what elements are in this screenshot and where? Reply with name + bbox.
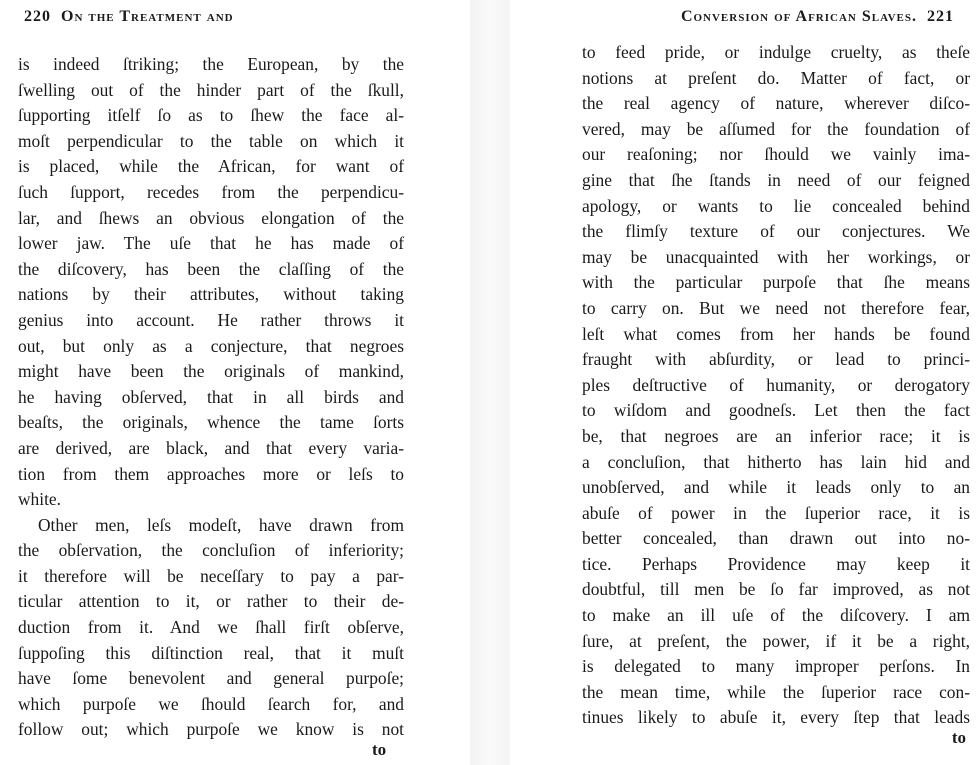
text-line: to feed pride, or indulge cruelty, as theſe — [582, 42, 970, 62]
text-line: a concluſion, that hitherto has lain hid and — [582, 451, 970, 472]
text-line: beaſts, the originals, whence the tame ſorts — [18, 412, 404, 433]
text-line: unobſerved, and while it leads only to an — [582, 477, 970, 498]
text-line: abuſe of power in the ſuperior race, it is — [582, 502, 970, 523]
text-line: may be unacquainted with her workings, or — [582, 246, 970, 267]
right-page — [510, 0, 980, 765]
right-body-text — [582, 40, 970, 731]
text-line: tion from them approaches more or leſs to — [18, 463, 404, 484]
text-line: vered, may be aſſumed for the foundation of — [582, 118, 970, 139]
text-line: ſure, at preſent, the power, if it be a right, — [582, 630, 970, 651]
right-page-number: 221 — [927, 8, 954, 25]
text-line: is delegated to many improper perſons. In — [582, 656, 970, 677]
text-line: is placed, while the African, for want of — [18, 156, 404, 177]
text-line: ticular attention to it, or rather to their de- — [18, 591, 404, 612]
text-line: are derived, are black, and that every varia- — [18, 437, 404, 458]
text-line: tinues likely to abuſe it, every ſtep that leads — [582, 707, 970, 728]
text-line: ſupporting itſelf ſo as to ſhew the face al- — [18, 105, 404, 126]
text-line: lar, and ſhews an obvious elongation of the — [18, 207, 404, 228]
text-line: moſt perpendicular to the table on which it — [18, 130, 404, 151]
text-line: gine that ſhe ſtands in need of our feigned — [582, 169, 970, 190]
left-body-text — [18, 52, 404, 743]
text-line: tice. Perhaps Providence may keep it — [582, 553, 970, 574]
left-page-number: 220 — [24, 8, 51, 25]
book-gutter — [470, 0, 510, 765]
text-line: apology, or wants to lie concealed behind — [582, 195, 970, 216]
text-line: ſwelling out of the hinder part of the ſkull, — [18, 79, 404, 100]
text-line: leſt what comes from her hands be found — [582, 323, 970, 344]
left-running-title: On the Treatment and — [61, 8, 234, 25]
text-line: genius into account. He rather throws it — [18, 309, 404, 330]
text-line: is indeed ſtriking; the European, by the — [18, 54, 404, 74]
left-page — [0, 0, 470, 765]
right-catchword: to — [951, 728, 966, 747]
text-line: the mean time, while the ſuperior race con- — [582, 681, 970, 702]
text-line: have ſome benevolent and general purpoſe; — [18, 668, 404, 689]
text-line: be, that negroes are an inferior race; it is — [582, 425, 970, 446]
text-line: out, but only as a conjecture, that negroes — [18, 335, 404, 356]
text-line: better concealed, than drawn out into no- — [582, 528, 970, 549]
text-line: he having obſerved, that in all birds and — [18, 386, 404, 407]
text-line: the obſervation, the concluſion of inferiority; — [18, 540, 404, 561]
text-line: to make an ill uſe of the diſcovery. I am — [582, 605, 970, 626]
text-line: duction from it. And we ſhall firſt obſerve, — [18, 617, 404, 638]
text-line: ples deſtructive of humanity, or derogatory — [582, 374, 970, 395]
text-line: the diſcovery, has been the claſſing of the — [18, 258, 404, 279]
text-line: our reaſoning; nor ſhould we vainly ima- — [582, 144, 970, 165]
text-line: lower jaw. The uſe that he has made of — [18, 233, 404, 254]
text-line: ſuppoſing this diſtinction real, that it muſt — [18, 642, 404, 663]
text-line: to wiſdom and goodneſs. Let then the fact — [582, 400, 970, 421]
text-line: doubtful, till men be ſo far improved, as not — [582, 579, 970, 600]
text-line: to carry on. But we need not therefore fear, — [582, 297, 970, 318]
text-line: might have been the originals of mankind, — [18, 361, 404, 382]
text-line: it therefore will be neceſſary to pay a par- — [18, 565, 404, 586]
text-line: fraught with abſurdity, or lead to princi- — [582, 349, 970, 370]
right-running-title: Conversion of African Slaves. — [680, 8, 917, 25]
text-line: the real agency of nature, wherever diſco- — [582, 93, 970, 114]
text-line: white. — [18, 489, 61, 510]
text-line: Other men, leſs modeſt, have drawn from — [38, 514, 404, 535]
right-running-head — [681, 8, 964, 26]
left-catchword: to — [372, 740, 387, 759]
text-line: notions at preſent do. Matter of fact, or — [582, 67, 970, 88]
text-line: follow out; which purpoſe we know is not — [18, 719, 404, 740]
text-line: which purpoſe we ſhould ſearch for, and — [18, 693, 404, 714]
text-line: ſuch ſupport, recedes from the perpendicu- — [18, 181, 404, 202]
left-running-head — [14, 8, 234, 26]
text-line: the flimſy texture of our conjectures. We — [582, 221, 970, 242]
text-line: nations by their attributes, without taking — [18, 284, 404, 305]
text-line: with the particular purpoſe that ſhe means — [582, 272, 970, 293]
